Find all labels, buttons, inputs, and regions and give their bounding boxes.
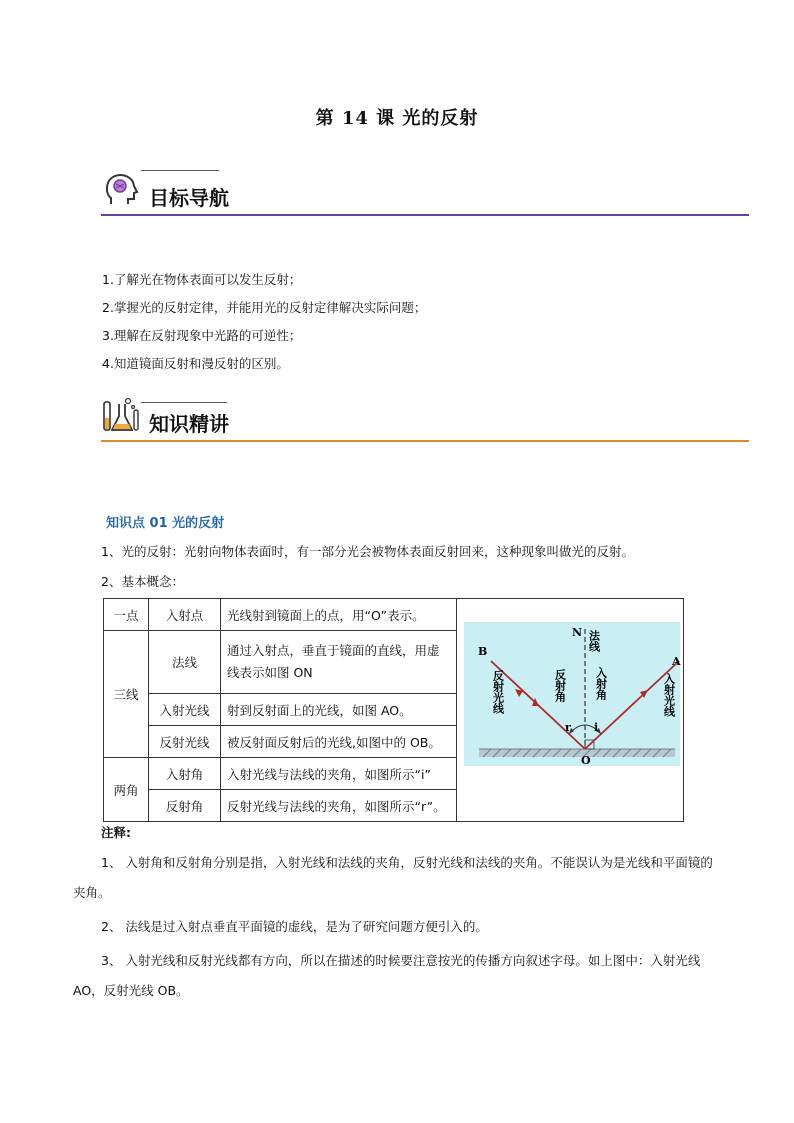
term-cell: 反射角 — [149, 790, 221, 822]
brain-head-icon — [101, 170, 141, 210]
lab-flask-icon — [101, 396, 141, 436]
diagram-cell — [457, 599, 684, 822]
label-i: i — [594, 721, 599, 734]
goal-item: 2.掌握光的反射定律，并能用光的反射定律解决实际问题； — [102, 300, 427, 315]
label-B: B — [478, 645, 488, 658]
header-decoration — [141, 402, 227, 403]
term-cell: 法线 — [149, 631, 221, 694]
desc-cell: 射到反射面上的光线，如图 AO。 — [221, 694, 457, 726]
section-underline — [101, 440, 749, 442]
label-r: r — [565, 721, 571, 734]
notes-heading: 注释: — [101, 825, 131, 840]
basic-concepts-label: 2、基本概念： — [101, 574, 184, 589]
knowledge-point-title: 知识点 01 光的反射 — [106, 516, 225, 531]
note-item: 2、 法线是过入射点垂直平面镜的虚线，是为了研究问题方便引入的。 — [101, 919, 488, 934]
section-header-knowledge — [101, 396, 749, 442]
normal-text: 法线 — [587, 630, 601, 652]
desc-cell: 通过入射点，垂直于镜面的直线，用虚线表示如图 ON — [221, 631, 457, 694]
reflection-angle-text: 反射角 — [553, 669, 567, 702]
reflected-ray-text: 反射光线 — [491, 670, 505, 714]
goal-item: 3.理解在反射现象中光路的可逆性； — [102, 328, 302, 343]
desc-cell: 光线射到镜面上的点，用“O”表示。 — [221, 599, 457, 631]
goals-list — [102, 266, 426, 378]
label-O: O — [581, 754, 591, 767]
table-row — [104, 599, 684, 631]
incident-ray-text: 入射光线 — [662, 673, 676, 717]
term-cell: 入射角 — [149, 758, 221, 790]
term-cell: 入射光线 — [149, 694, 221, 726]
section-underline — [101, 214, 749, 216]
desc-cell: 反射光线与法线的夹角，如图所示“r”。 — [221, 790, 457, 822]
section-header-goals — [101, 170, 749, 216]
concepts-table — [103, 598, 684, 822]
group-cell: 两角 — [104, 758, 149, 822]
desc-cell: 入射光线与法线的夹角，如图所示“i” — [221, 758, 457, 790]
note-item: 3、 入射光线和反射光线都有方向，所以在描述的时候要注意按光的传播方向叙述字母。如上图中：入射光线 AO，反射光线 OB。 — [73, 953, 701, 998]
group-cell: 三线 — [104, 631, 149, 758]
note-item: 1、 入射角和反射角分别是指，入射光线和法线的夹角，反射光线和法线的夹角。不能误认为是光线和平面镜的夹角。 — [73, 855, 713, 900]
label-A: A — [672, 655, 681, 668]
section-title-knowledge: 知识精讲 — [149, 412, 229, 436]
term-cell: 入射点 — [149, 599, 221, 631]
goal-item: 1.了解光在物体表面可以发生反射； — [102, 272, 302, 287]
term-cell: 反射光线 — [149, 726, 221, 758]
desc-cell: 被反射面反射后的光线,如图中的 OB。 — [221, 726, 457, 758]
definition-text: 1、光的反射：光射向物体表面时，有一部分光会被物体表面反射回来，这种现象叫做光的反射。 — [101, 544, 634, 559]
group-cell: 一点 — [104, 599, 149, 631]
section-title-goals: 目标导航 — [149, 186, 229, 210]
page-title: 第 14 课 光的反射 — [315, 108, 479, 129]
header-decoration — [141, 170, 219, 171]
incident-angle-text: 入射角 — [594, 667, 608, 700]
goal-item: 4.知道镜面反射和漫反射的区别。 — [102, 356, 289, 371]
reflection-diagram — [457, 599, 683, 821]
label-N: N — [572, 626, 583, 639]
